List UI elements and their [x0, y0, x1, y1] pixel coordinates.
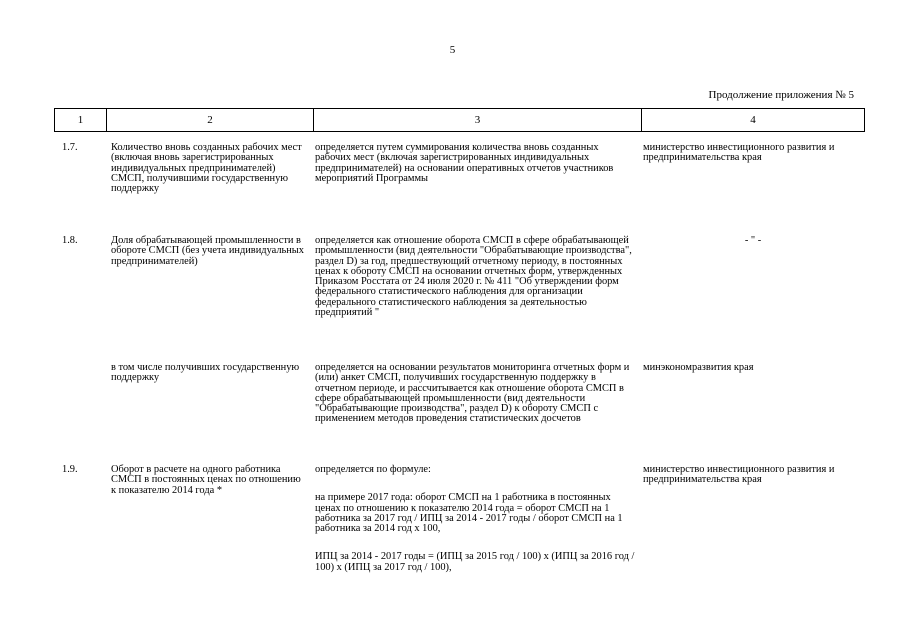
calculation-method	[315, 465, 635, 582]
indicator-name: Оборот в расчете на одного работника СМСП в постоянных ценах по отношению к показателю 2014 года *	[111, 464, 301, 496]
responsible-body: минэкономразвития края	[643, 362, 754, 373]
responsible-body: министерство инвестиционного развития и предпринимательства края	[643, 142, 835, 164]
row-number: 1.8.	[62, 235, 78, 246]
method-paragraph: определяется путем суммирования количества вновь созданных рабочих мест (включая зарегистрированных индивидуальных предпринимателей) на основании оперативных отчетов участников мероприятий Программы	[315, 142, 614, 184]
continuation-label: Продолжение приложения № 5	[708, 89, 854, 101]
method-paragraph: определяется как отношение оборота СМСП в сфере обрабатывающей промышленности (вид деятельности "Обрабатывающие производства", раздел D) за год, предшествующий отчетному периоду, в постоянных ценах к обороту СМСП на основании отчетных форм, утвержденных Приказом Росстата от 24 июля 2020 г. № 411 "Об утверждении форм федерального статистического наблюдения для организации федерального статистического наблюдения за деятельностью предприятий "	[315, 235, 632, 319]
calculation-method	[315, 363, 635, 434]
indicator-name: Доля обрабатывающей промышленности в обороте СМСП (без учета индивидуальных предпринимателей)	[111, 235, 304, 267]
method-paragraph: определяется на основании результатов мониторинга отчетных форм и (или) анкет СМСП, получивших государственную поддержку в отчетном периоде, и рассчитывается как отношение оборота СМСП в сфере обрабатывающей промышленности (вид деятельности "Обрабатывающие производства", раздел D) к обороту СМСП с применением методов проведения статистических досчетов	[315, 362, 630, 425]
column-header-4: 4	[642, 109, 865, 132]
column-header-table	[54, 108, 865, 132]
formula-example: на примере 2017 года: оборот СМСП на 1 работника в постоянных ценах по отношению к показателю 2014 года = оборот СМСП на 1 работника за 2017 год / ИПЦ за 2014 - 2017 годы / оборот СМСП на 1 работника за 2014 год x 100,	[315, 492, 623, 535]
column-header-2: 2	[107, 109, 314, 132]
row-number: 1.9.	[62, 464, 78, 475]
column-header-3: 3	[314, 109, 642, 132]
formula-cpi: ИПЦ за 2014 - 2017 годы = (ИПЦ за 2015 год / 100) x (ИПЦ за 2016 год / 100) x (ИПЦ за 2017 год / 100),	[315, 551, 635, 573]
indicator-name: Количество вновь созданных рабочих мест (включая вновь зарегистрированных индивидуальных предпринимателей) СМСП, получившими государственную поддержку	[111, 142, 302, 195]
responsible-body: - " -	[744, 235, 762, 246]
calculation-method	[315, 143, 635, 193]
indicator-name: в том числе получивших государственную поддержку	[111, 362, 300, 384]
formula-intro: определяется по формуле:	[315, 464, 431, 475]
page-number: 5	[449, 44, 456, 56]
calculation-method	[315, 236, 635, 327]
column-header-1: 1	[55, 109, 107, 132]
column-header-row	[55, 109, 865, 132]
row-number: 1.7.	[62, 142, 78, 153]
responsible-body: министерство инвестиционного развития и предпринимательства края	[643, 464, 835, 486]
